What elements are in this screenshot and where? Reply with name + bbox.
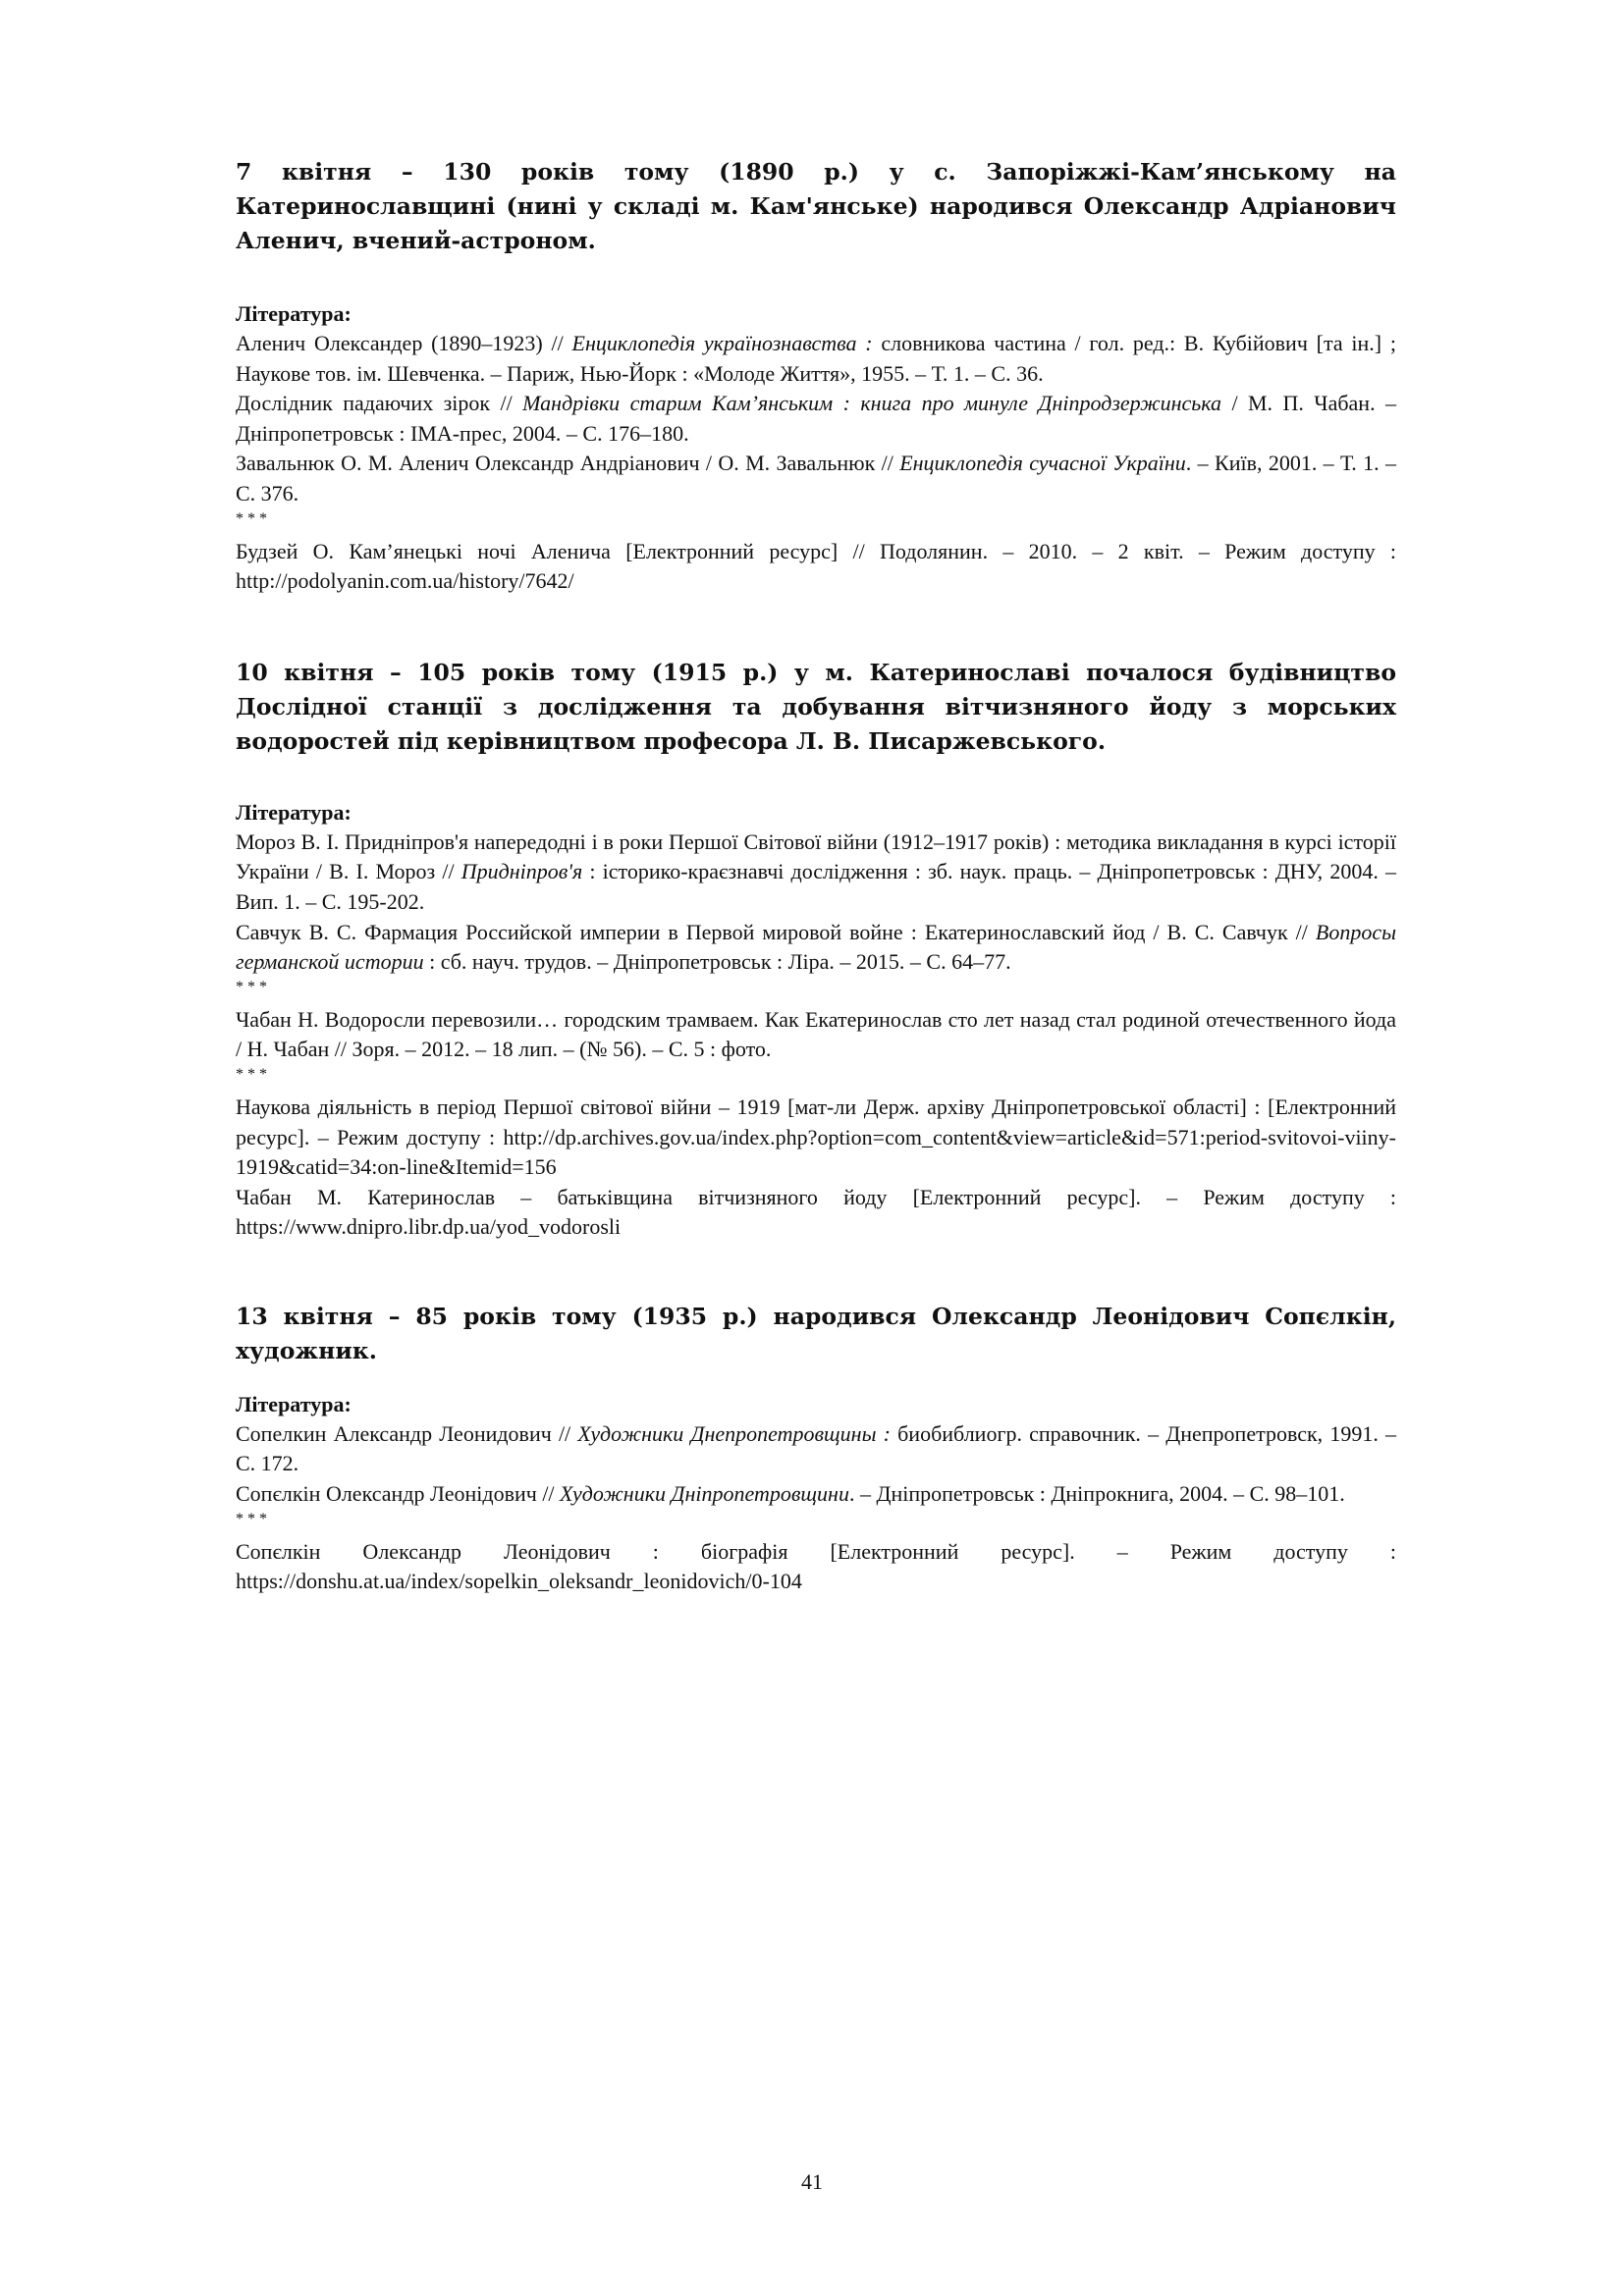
bibliography-entry: Сопелкин Александр Леонидович // Художники Днепропетровщины : биобиблиогр. справочник. – Днепропетровск, 1991. – С. 172. [236, 1420, 1396, 1476]
bibliography-entry: Завальнюк О. М. Аленич Олександр Андріанович / О. М. Завальнюк // Енциклопедія сучасної України. – Київ, 2001. – Т. 1. – С. 376. [236, 451, 1396, 506]
section-sopelkin [236, 1300, 1396, 1597]
separator-stars: * * * [236, 978, 267, 995]
bibliography-entry: Мороз В. І. Придніпров'я напередодні і в роки Першої Світової війни (1912–1917 років) : методика викладання в курсі історії України / В. І. Мороз // Придніпров'я : історико-краєзнавчі дослідження : зб. наук. праць. – Дніпропетровськ : ДНУ, 2004. – Вип. 1. – С. 195-202. [236, 828, 1396, 914]
document-page [236, 155, 1396, 1597]
section-iodine-station [236, 656, 1396, 1243]
bibliography-entry: Аленич Олександер (1890–1923) // Енциклопедія українознавства : словникова частина / гол. ред.: В. Кубійович [та ін.] ; Наукове тов. ім. Шевченка. – Париж, Нью-Йорк : «Молоде Життя», 1955. – Т. 1. – С. 36. [236, 331, 1396, 386]
bibliography-entry: Чабан Н. Водоросли перевозили… городским трамваем. Как Екатеринослав сто лет назад стал родиной отечественного йода / Н. Чабан // Зоря. – 2012. – 18 лип. – (№ 56). – С. 5 : фото. [236, 1006, 1396, 1062]
online-resource-entry: Будзей О. Кам’янецькі ночі Аленича [Електронний ресурс] // Подолянин. – 2010. – 2 квіт. – Режим доступу : http://podolyanin.com.ua/history/7642/ [236, 538, 1396, 594]
separator-stars: * * * [236, 1510, 267, 1527]
online-resource-entry: Чабан М. Катеринослав – батьківщина вітчизняного йоду [Електронний ресурс]. – Режим доступу : https://www.dnipro.libr.dp.ua/yod_vodorosli [236, 1184, 1396, 1240]
literature-label: Література: [236, 301, 352, 326]
literature-label: Література: [236, 1391, 352, 1416]
section-heading: 10 квітня – 105 років тому (1915 р.) у м. Катеринославі почалося будівництво Дослідної станції з дослідження та добування вітчизняного йоду з морських водоростей під керівництвом професора Л. В. Писаржевського. [236, 658, 1396, 755]
bibliography-entry: Савчук В. С. Фармация Российской империи в Первой мировой войне : Екатеринославский йод / В. С. Савчук // Вопросы германской истории : сб. науч. трудов. – Дніпропетровськ : Ліра. – 2015. – С. 64–77. [236, 919, 1396, 975]
literature-label: Література: [236, 799, 352, 825]
online-resource-entry: Наукова діяльність в період Першої світової війни – 1919 [мат-ли Держ. архіву Дніпропетровської області] : [Електронний ресурс]. – Режим доступу : http://dp.archives.gov.ua/index.php?option=com_content&view=article&id=571:period-svitovoi-viiny-1919&catid=34:on-line&Itemid=156 [236, 1094, 1396, 1180]
section-heading: 7 квітня – 130 років тому (1890 р.) у с. Запоріжжі-Кам’янському на Катеринославщині (нині у складі м. Кам'янське) народився Олександр Адріанович Аленич, вчений-астроном. [236, 158, 1396, 254]
page-number: 41 [801, 2169, 823, 2194]
section-heading: 13 квітня – 85 років тому (1935 р.) народився Олександр Леонідович Сопєлкін, художник. [236, 1302, 1396, 1364]
section-alenych [236, 155, 1396, 597]
bibliography-entry: Сопєлкін Олександр Леонідович // Художники Дніпропетровщини. – Дніпропетровськ : Дніпрокнига, 2004. – С. 98–101. [236, 1481, 1345, 1507]
separator-stars: * * * [236, 509, 267, 527]
bibliography-entry: Дослідник падаючих зірок // Мандрівки старим Кам’янським : книга про минуле Дніпродзержинська / М. П. Чабан. – Дніпропетровськ : ІМА-прес, 2004. – С. 176–180. [236, 391, 1396, 446]
separator-stars: * * * [236, 1065, 267, 1083]
online-resource-entry: Сопєлкін Олександр Леонідович : біографія [Електронний ресурс]. – Режим доступу : https://donshu.at.ua/index/sopelkin_oleksandr_leonidovich/0-104 [236, 1538, 1396, 1594]
